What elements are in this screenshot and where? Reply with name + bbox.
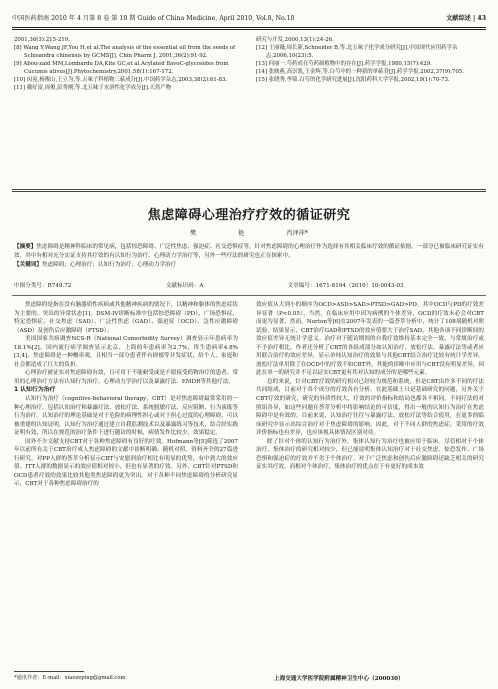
abstract-label: 【摘要】	[14, 244, 37, 250]
reference-item: [15] 张晓秀,李锦.白芍的化学研究进展[J].沈阳药科大学学报,2002,19(1):70-73.	[256, 77, 450, 83]
reference-item: [13] 何丽一.芍药甙在芍药属植物中的存在[J].药学学报,1980,15(7):429.	[256, 61, 432, 67]
document-code: 文献标识码：A	[165, 283, 204, 289]
author-name: 肖泽萍*	[286, 230, 308, 237]
body-paragraph: 效应值从大到小的顺序为OCD>ASD>SAD>PTSD>GAD>PD。其中OCD与PD的疗效差异显著（P<0.05）。当然，在临床应用中因为病例的个体差异，OCD的疗效未必会对CBT而更为显著。然而，Norton等[6]在2007年发表的一篇荟萃分析中，统计了108项随机对照试验，结果显示，CBT治疗GAD和PTSD的效应值要大于治疗SAD，其他各项不同诊断间的效应值差异无统计学意义。治疗对于随访期间的自我疗效维持基本完全一致，与常规治疗或不予治疗相比，作者还分析了CBT的各组成部分如认知治疗、放松疗法、暴露疗法等或者应用联合治疗的效应差异，显示单纯认知治疗的效果与其他CBT结合治疗比较有统计学差异。放松疗法单用除了在OCD中的疗效不如CBT外，其他的诊断中应用与CBT没有明显差异，因此在单一的研究并不足以证实CBT更有其对认知的成分的是哪些元素。	[256, 302, 484, 377]
body-paragraph: 美国国家共病调查NCS-R（National Comorbidity Survey）调查显示年患病率为18.1%[2]，国内流行病学调查显示北京、上海的年患病率为2.7%，终生患病率4.8%[3,4]。焦虑障碍是一种概率观，且相当一部分患者伴有抑郁等并发症状，给个人、家庭和社会都造成了巨大的负担。	[14, 336, 238, 368]
author-name: 樊 艳	[190, 230, 245, 237]
body-left-column	[14, 301, 238, 489]
reference-item: [12] 王丽薇,周长新,Schneider B,等.北五味子化学成分研究[J].中国现代应用药学杂志,2006,10(23):5.	[256, 45, 458, 59]
article-title: 焦虑障碍心理治疗疗效的循证研究	[147, 208, 351, 223]
author-line	[0, 228, 498, 237]
references-right-column	[256, 36, 484, 84]
abstract-block	[14, 243, 484, 270]
reference-item: [14] 张映燕,高崇凯,王金辉,等.白芍中的一种新的单萜苷[J].药学学报,2002,37(9):705.	[256, 69, 464, 75]
body-paragraph: 心理治疗被证实对焦虑障碍有效，且可用于不能耐受或是不愿接受药物治疗的患者。常用的心理治疗方法有认知行为治疗、心理动力学治疗以及暴露疗法、EMDR等其他疗法。	[14, 370, 238, 385]
reference-item: [8] Wang Y,Wang JF,You H,et al.The analysis of the essential oil from the seeds of Schisandra chinensis by GCMS[J]. Chin Pharm J, 2001,36(2):91-92.	[14, 45, 236, 59]
reference-item: 2001,36(3):215-219.	[14, 37, 70, 43]
reference-item: 研究与开发,2000,13(1):24-26.	[256, 37, 334, 43]
body-paragraph: 除了针对个体的认知行为治疗外，集体认知行为治疗也被应用于临床。尽管相对于个体治疗，集体治疗的研究相对较少，但已能说明集体认知治疗对于社交焦虑、惊恐发作、广场恐惧和强迫症的疗效并不劣于个体治疗。对于广泛焦虑和创伤后应激障碍还缺乏相关的研究证实其疗效。而相对个体治疗，集体治疗的优点在于有更好的成本效	[256, 438, 484, 471]
footnote-rule	[14, 671, 84, 672]
references-left-column	[14, 36, 240, 92]
keywords-text: 焦虑障碍；心理治疗；认知行为治疗；心理动力学治疗	[41, 262, 177, 268]
meta-rule	[12, 295, 486, 296]
reference-item: [10] 闵晃,杨俊山,王立为,等.五味子科植物三萜成分[J].中国药学杂志,2003,38(2):81-83.	[14, 77, 228, 83]
keywords-label: 【关键词】	[14, 262, 42, 268]
body-paragraph: 总的来说，针对CBT疗效的研究相对已经较为规范和系统，但是CBT由许多不同的疗法共同组成，目前对于各个成分的疗效各有分析，在此基础上只是基础研究的问题，另外关于CBT疗效的研究，研究的异质性较大，疗效的评价指标和结局也都各不相同，不同疗法的对照组各异，如这些问题在荟萃分析中将影响结论的可信度，得出一般的认知行为治疗在焦虑障碍中是有效的。目前来说，认知治疗往往与暴露疗法、放松疗法等结合使用，在更多的临床研究中显示出综合治疗对于焦虑障碍的影响。因此，对于不同人群的焦虑症，采用的疗效评价指标也有差异，也应该视具体情况区别对待。	[256, 378, 484, 437]
reference-item: [9] Abou-zaid MM,Lombardo DA,Kite GC,et al.Acylated flavoC-glycosides from Cucumis ativus[J].Phytochemistry,2001,58(1):167-172.	[14, 61, 229, 75]
author-affiliation: 上海交通大学医学院附属精神卫生中心（200030）	[274, 676, 404, 682]
article-number: 文章编号：1671-8194（2010）10-0043-03	[287, 283, 404, 289]
abstract-text: 焦虑障碍是精神科临床的常见病，包括惊恐障碍、广泛性焦虑、强迫症、社交恐惧症等，针对焦虑障碍的心理治疗作为选择有其相关临床疗效的循证依据。一部分已被临床研究证实有效，其中有相对充分实证支持其疗效的有认知行为治疗、心理动力学治疗等，另外一些疗法的研究也正在探索中。	[14, 244, 484, 259]
article-meta	[14, 282, 484, 291]
corresponding-author-footnote: *通讯作者：E-mail：xiaozeping@gmail.com	[14, 675, 126, 681]
body-paragraph: 认知行为治疗（cognitive-behavioral therapy，CBT）是对焦虑障碍最常采用的一种心理治疗，包括认知治疗和暴露疗法、放松疗法、系统脱敏疗法、反应阻断、行为演练等行为治疗。认知治疗的理论基础是对于危险的病理性担心或对于担心过度的心理障碍，可以被重建的认知证明，认知行为治疗通过建立自我监测技术以及暴露练习等技术，结合经实践证明有效，所以在规范的治疗条件下进行随访的时候，病情发作比较少，效果稳定。	[14, 396, 238, 437]
journal-header: 中国医药指南 2010 年 4 月第 8 卷 第 10 期 Guide of China Medicine, April 2010, Vol.8, No.10	[12, 15, 295, 22]
body-right-column	[256, 301, 484, 472]
running-header	[12, 12, 486, 26]
section-divider	[12, 189, 486, 190]
reference-item: [11] 戴好富,周俊,彭秀刚,等.北五味子水溶性化学成分[J].天然产物	[14, 85, 172, 91]
body-paragraph: 焦虑障碍是指在没有脑器质性疾病或其他精神疾病的情况下，以精神和躯体的焦虑症状为主要的、突出的异常状态[1]。DSM-IV诊断标准中包括惊恐障碍（PD）、广场恐惧症、特定恐惧症、社交焦虑（SAD）、广泛性焦虑（GAD）、强迫症（OCD）、急性应激障碍（ASD）及创伤后应激障碍（PTSD）。	[14, 302, 238, 334]
section-heading: 1 认知行为治疗	[14, 387, 56, 394]
section-page-number: 文献综述 | 43	[446, 15, 486, 22]
body-paragraph: 国外不少文献支持CBT对于各种焦虑障碍有良好的疗效。Hofmann等[5]筛选了2007年以前所有关于CBT治疗成人焦虑障碍的文献中诊断明确、随机对照、资料齐全的27篇进行研究。对PP人群的荟萃分析显示CBT与安慰剂治疗相比有明显的优势，有中到大的效应值。ITT人群的数据显示的效应值相对较小，但也有显著的疗效。另外，CBT针对PTSD和OCD患者疗效的效果比较其他类焦虑障碍更为突出。对于各种不同焦虑障碍的分析研究显示，CBT对于各种焦虑障碍治疗的	[14, 438, 238, 488]
header-rule-thin	[12, 29, 486, 30]
clc-number: 中图分类号：R749.72	[14, 283, 72, 289]
header-rule	[12, 27, 486, 28]
section-divider-thin	[12, 191, 486, 192]
